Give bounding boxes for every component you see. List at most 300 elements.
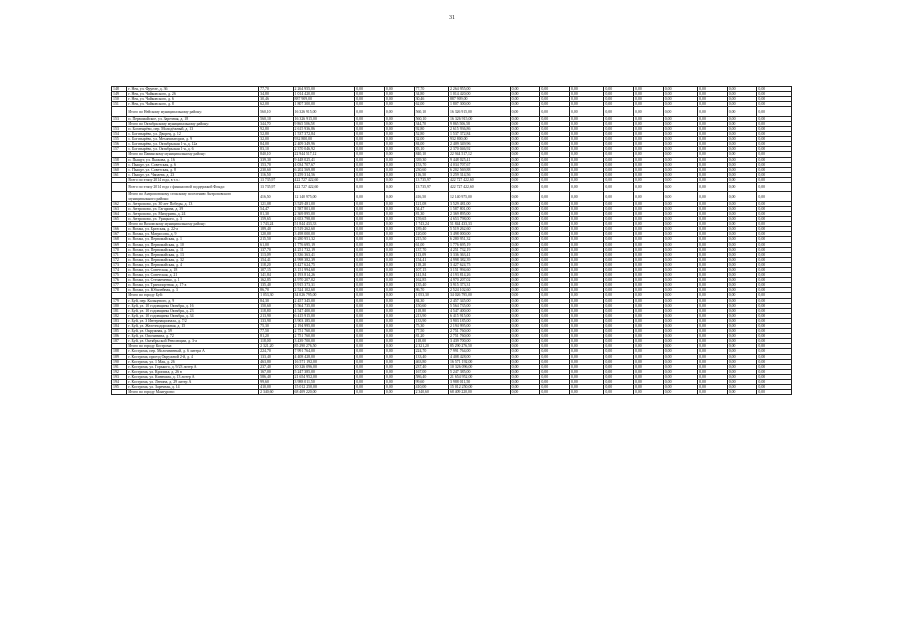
value-cell: 0,00 [355, 369, 385, 374]
value-cell: 0,00 [604, 293, 634, 298]
value-cell: 0,00 [604, 211, 634, 216]
value-cell: 0,00 [510, 252, 540, 257]
value-cell: 133,90 [414, 318, 448, 323]
value-cell: 0,00 [569, 380, 603, 385]
value-cell: 230,60 [259, 167, 293, 172]
value-cell: 0,00 [727, 116, 757, 121]
value-cell: 0,00 [540, 308, 570, 313]
value-cell: 0,00 [663, 324, 697, 329]
value-cell: 0,00 [355, 132, 385, 137]
value-cell: 0,00 [604, 324, 634, 329]
address-cell: п. Вохма, ул. Юбилейная, д. 3 [127, 288, 259, 293]
value-cell: 6 202 569,88 [293, 167, 355, 172]
value-cell: 0,00 [384, 157, 414, 162]
value-cell: 0,00 [634, 157, 664, 162]
value-cell: 0,00 [510, 237, 540, 242]
value-cell: 3 439 700,00 [293, 339, 355, 344]
value-cell: 0,00 [569, 283, 603, 288]
address-cell: п. Вохма, ул. Братская, д. 22-а [127, 227, 259, 232]
value-cell: 0,00 [569, 217, 603, 222]
row-number-cell: 171 [112, 252, 127, 257]
value-cell: 162,85 [414, 278, 448, 283]
value-cell: 0,00 [510, 390, 540, 395]
value-cell: 0,00 [510, 121, 540, 126]
value-cell: 0,00 [569, 273, 603, 278]
value-cell: 0,00 [510, 380, 540, 385]
value-cell: 0,00 [757, 126, 792, 131]
address-cell: г. Буй, ул. 3 Интернационала, д. 7/2 [127, 318, 259, 323]
value-cell: 422 727 422,60 [448, 177, 510, 182]
value-cell: 0,00 [757, 92, 792, 97]
value-cell: 0,00 [510, 182, 540, 191]
value-cell: 0,00 [727, 359, 757, 364]
value-cell: 0,00 [540, 283, 570, 288]
value-cell: 0,00 [540, 339, 570, 344]
value-cell: 0,00 [663, 232, 697, 237]
value-cell: 0,00 [540, 318, 570, 323]
address-cell: п. Вохма, ул. Транспортная, д. 17-а [127, 283, 259, 288]
subtotal-label-cell: Итого по городу Буй: [127, 293, 259, 298]
value-cell: 0,00 [384, 217, 414, 222]
value-cell: 0,00 [698, 222, 728, 227]
value-cell: 0,00 [569, 334, 603, 339]
value-cell: 0,00 [604, 157, 634, 162]
value-cell: 0,00 [355, 283, 385, 288]
value-cell: 0,00 [604, 257, 634, 262]
value-cell: 3 498 000,00 [448, 232, 510, 237]
value-cell: 0,00 [727, 102, 757, 107]
value-cell: 0,00 [355, 252, 385, 257]
value-cell: 0,00 [634, 339, 664, 344]
value-cell: 0,00 [604, 121, 634, 126]
value-cell: 0,00 [757, 227, 792, 232]
row-number-cell: 191 [112, 364, 127, 369]
value-cell: 137,70 [414, 247, 448, 252]
value-cell: 0,00 [698, 121, 728, 126]
value-cell: 0,00 [384, 237, 414, 242]
value-cell: 0,00 [569, 232, 603, 237]
value-cell: 3 903 185,00 [293, 318, 355, 323]
value-cell: 189,40 [259, 227, 293, 232]
value-cell: 0,00 [663, 252, 697, 257]
value-cell: 0,00 [604, 283, 634, 288]
row-number-cell: 160 [112, 167, 127, 172]
subtotal-row [112, 390, 792, 395]
value-cell: 0,00 [510, 278, 540, 283]
value-cell: 0,00 [604, 137, 634, 142]
value-cell: 0,00 [663, 152, 697, 157]
value-cell: 213,90 [259, 313, 293, 318]
value-cell: 0,00 [757, 162, 792, 167]
value-cell: 22 944 517,12 [448, 152, 510, 157]
value-cell: 0,00 [634, 192, 664, 201]
value-cell: 0,00 [604, 262, 634, 267]
value-cell: 0,00 [757, 87, 792, 92]
value-cell: 0,00 [663, 339, 697, 344]
value-cell: 0,00 [757, 324, 792, 329]
address-cell: п. Антропово, ул. Мичурина, д. 24 [127, 211, 259, 216]
value-cell: 9 448 025,41 [448, 157, 510, 162]
value-cell: 0,00 [540, 313, 570, 318]
value-cell: 1 053,30 [259, 293, 293, 298]
value-cell: 6 415 915,00 [448, 313, 510, 318]
value-cell: 0,00 [569, 262, 603, 267]
value-cell: 0,00 [540, 102, 570, 107]
value-cell: 0,00 [757, 273, 792, 278]
value-cell: 0,00 [569, 102, 603, 107]
value-cell: 0,00 [663, 354, 697, 359]
value-cell: 0,00 [384, 242, 414, 247]
value-cell: 0,00 [540, 257, 570, 262]
value-cell: 560,10 [414, 116, 448, 121]
value-cell: 0,00 [634, 359, 664, 364]
value-cell: 0,00 [698, 278, 728, 283]
value-cell: 0,00 [698, 201, 728, 206]
value-cell: 0,00 [540, 177, 570, 182]
value-cell: 118,20 [414, 262, 448, 267]
value-cell: 137,70 [259, 247, 293, 252]
value-cell: 99,60 [259, 380, 293, 385]
value-cell: 0,00 [727, 262, 757, 267]
value-cell: 0,00 [540, 247, 570, 252]
value-cell: 153,70 [259, 162, 293, 167]
value-cell: 84,00 [259, 142, 293, 147]
value-cell: 0,00 [698, 206, 728, 211]
value-cell: 0,00 [540, 288, 570, 293]
row-number-cell [112, 182, 127, 191]
value-cell: 61,00 [259, 242, 293, 247]
value-cell: 2 457 345,00 [293, 298, 355, 303]
address-cell: г. Буй, ул. Окружная, д. 59 [127, 329, 259, 334]
value-cell: 0,00 [727, 324, 757, 329]
value-cell: 0,00 [663, 126, 697, 131]
value-cell: 0,00 [355, 147, 385, 152]
value-cell: 0,00 [727, 329, 757, 334]
value-cell: 0,00 [355, 364, 385, 369]
value-cell: 0,00 [569, 121, 603, 126]
subtotal-label-cell: Всего по этапу 2014 года, в т.ч.: [127, 177, 259, 182]
row-number-cell: 185 [112, 329, 127, 334]
value-cell: 0,00 [634, 242, 664, 247]
value-cell: 0,00 [757, 369, 792, 374]
value-cell: 0,00 [698, 273, 728, 278]
value-cell: 52,80 [414, 132, 448, 137]
value-cell: 0,00 [384, 252, 414, 257]
value-cell: 0,00 [355, 201, 385, 206]
value-cell: 0,00 [384, 288, 414, 293]
value-cell: 3 259 314,56 [293, 172, 355, 177]
value-cell: 0,00 [663, 222, 697, 227]
value-cell: 0,00 [384, 121, 414, 126]
value-cell: 0,00 [663, 192, 697, 201]
value-cell: 0,00 [569, 374, 603, 379]
value-cell: 0,00 [634, 349, 664, 354]
value-cell: 0,00 [384, 390, 414, 395]
value-cell: 0,00 [604, 308, 634, 313]
value-cell: 0,00 [757, 167, 792, 172]
value-cell: 0,00 [757, 359, 792, 364]
value-cell: 0,00 [355, 152, 385, 157]
value-cell: 0,00 [510, 364, 540, 369]
value-cell: 0,00 [384, 247, 414, 252]
value-cell: 0,00 [604, 182, 634, 191]
subtotal-label-cell: Итого по городу Кострома: [127, 344, 259, 349]
value-cell: 16 571 192,00 [293, 359, 355, 364]
row-number-cell: 161 [112, 172, 127, 177]
address-cell: п. Антропово, ул. Урицкого, д. 3 [127, 217, 259, 222]
value-cell: 0,00 [727, 177, 757, 182]
value-cell: 0,00 [540, 132, 570, 137]
value-cell: 0,00 [355, 273, 385, 278]
value-cell: 0,00 [384, 318, 414, 323]
row-number-cell: 177 [112, 283, 127, 288]
value-cell: 3 427 624,75 [293, 262, 355, 267]
value-cell: 0,00 [569, 152, 603, 157]
value-cell: 0,00 [384, 142, 414, 147]
row-number-cell: 149 [112, 92, 127, 97]
value-cell: 0,00 [540, 293, 570, 298]
value-cell: 3 988 011,50 [448, 380, 510, 385]
value-cell: 0,00 [634, 102, 664, 107]
value-cell: 0,00 [569, 87, 603, 92]
row-number-cell: 170 [112, 247, 127, 252]
value-cell: 0,00 [757, 354, 792, 359]
value-cell: 0,00 [540, 349, 570, 354]
value-cell: 121,08 [259, 201, 293, 206]
value-cell: 0,00 [727, 182, 757, 191]
subtotal-row [112, 192, 792, 201]
row-number-cell: 172 [112, 257, 127, 262]
value-cell: 0,00 [604, 227, 634, 232]
value-cell: 0,00 [604, 217, 634, 222]
value-cell: 215,50 [414, 237, 448, 242]
value-cell: 0,00 [569, 227, 603, 232]
value-cell: 0,00 [355, 303, 385, 308]
row-number-cell: 174 [112, 267, 127, 272]
value-cell: 0,00 [355, 385, 385, 390]
row-number-cell: 194 [112, 380, 127, 385]
value-cell: 0,00 [604, 288, 634, 293]
value-cell: 167,00 [259, 369, 293, 374]
value-cell: 0,00 [757, 252, 792, 257]
value-cell: 0,00 [510, 206, 540, 211]
value-cell: 0,00 [698, 298, 728, 303]
value-cell: 0,00 [384, 293, 414, 298]
value-cell: 0,00 [355, 182, 385, 191]
value-cell: 61,00 [414, 242, 448, 247]
value-cell: 75,30 [414, 324, 448, 329]
value-cell: 0,00 [663, 217, 697, 222]
value-cell: 0,00 [757, 102, 792, 107]
value-cell: 0,00 [569, 162, 603, 167]
value-cell: 0,00 [663, 92, 697, 97]
value-cell: 4 193 814,26 [293, 273, 355, 278]
value-cell: 0,00 [355, 192, 385, 201]
value-cell: 0,00 [355, 97, 385, 102]
value-cell: 81,20 [414, 334, 448, 339]
value-cell: 34 026 795,00 [293, 293, 355, 298]
value-cell: 0,00 [698, 92, 728, 97]
value-cell: 0,00 [757, 293, 792, 298]
value-cell: 0,00 [604, 132, 634, 137]
value-cell: 2 409 349,96 [293, 142, 355, 147]
value-cell: 2 340,60 [414, 390, 448, 395]
address-cell: с. Пыщуг, ул. Чапаева, д. 23 [127, 172, 259, 177]
value-cell: 7 991 764,00 [448, 349, 510, 354]
address-cell: п. Вохма, ул. Первомайская, д. 10 [127, 242, 259, 247]
value-cell: 0,00 [698, 262, 728, 267]
address-cell: п. Вохма, ул. Советская, д. 18 [127, 267, 259, 272]
value-cell: 0,00 [698, 242, 728, 247]
value-cell: 153,70 [414, 162, 448, 167]
value-cell: 0,00 [757, 142, 792, 147]
value-cell: 0,00 [384, 126, 414, 131]
value-cell: 0,00 [569, 252, 603, 257]
value-cell: 5 519 262,60 [293, 227, 355, 232]
value-cell: 0,00 [604, 267, 634, 272]
row-number-cell: 151 [112, 102, 127, 107]
value-cell: 0,00 [634, 87, 664, 92]
value-cell: 0,00 [510, 313, 540, 318]
value-cell: 0,00 [604, 192, 634, 201]
value-cell: 463,80 [414, 359, 448, 364]
value-cell: 21 654 952,00 [448, 374, 510, 379]
address-cell: г. Нея, ул. Чайковского, д. 8 [127, 102, 259, 107]
value-cell: 0,00 [698, 324, 728, 329]
value-cell: 0,00 [757, 380, 792, 385]
row-number-cell: 186 [112, 334, 127, 339]
value-cell: 2 751 760,00 [293, 329, 355, 334]
value-cell: 0,00 [604, 142, 634, 147]
value-cell: 2 370 046,92 [293, 147, 355, 152]
value-cell: 0,00 [540, 97, 570, 102]
value-cell: 0,00 [384, 267, 414, 272]
value-cell: 0,00 [384, 222, 414, 227]
value-cell: 34,80 [259, 92, 293, 97]
row-number-cell: 158 [112, 157, 127, 162]
value-cell: 0,00 [727, 278, 757, 283]
value-cell: 0,00 [569, 201, 603, 206]
value-cell: 0,00 [663, 359, 697, 364]
row-number-cell: 188 [112, 349, 127, 354]
value-cell: 0,00 [569, 267, 603, 272]
value-cell: 0,00 [727, 206, 757, 211]
value-cell: 0,00 [384, 87, 414, 92]
value-cell: 0,00 [510, 137, 540, 142]
value-cell: 141,84 [414, 273, 448, 278]
value-cell: 0,00 [727, 374, 757, 379]
value-cell: 0,00 [698, 162, 728, 167]
value-cell: 0,00 [634, 267, 664, 272]
value-cell: 0,00 [663, 329, 697, 334]
value-cell: 0,00 [540, 237, 570, 242]
value-cell: 0,00 [663, 97, 697, 102]
value-cell: 0,00 [384, 232, 414, 237]
value-cell: 0,00 [757, 172, 792, 177]
value-cell: 0,00 [727, 273, 757, 278]
value-cell: 16 326 915,00 [448, 107, 510, 116]
value-cell: 0,00 [757, 222, 792, 227]
value-cell: 0,00 [384, 313, 414, 318]
value-cell: 4 998 382,39 [448, 257, 510, 262]
value-cell: 0,00 [634, 273, 664, 278]
value-cell: 0,00 [510, 201, 540, 206]
value-cell: 159,65 [414, 217, 448, 222]
value-cell: 0,00 [698, 157, 728, 162]
value-cell: 0,00 [355, 92, 385, 97]
value-cell: 120,00 [414, 232, 448, 237]
value-cell: 0,00 [604, 247, 634, 252]
value-cell: 0,00 [510, 132, 540, 137]
row-number-cell: 182 [112, 313, 127, 318]
value-cell: 0,00 [727, 385, 757, 390]
value-cell: 0,00 [540, 390, 570, 395]
value-cell: 0,00 [569, 324, 603, 329]
value-cell: 0,00 [384, 227, 414, 232]
value-cell: 0,00 [569, 107, 603, 116]
value-cell: 0,00 [569, 303, 603, 308]
value-cell: 0,00 [355, 87, 385, 92]
row-number-cell: 180 [112, 303, 127, 308]
value-cell: 0,00 [698, 211, 728, 216]
value-cell: 0,00 [510, 157, 540, 162]
value-cell: 1 537 372,84 [448, 132, 510, 137]
value-cell: 30,46 [414, 97, 448, 102]
value-cell: 0,00 [604, 116, 634, 121]
value-cell: 0,00 [757, 237, 792, 242]
value-cell: 0,00 [384, 182, 414, 191]
address-cell: п. Вохма, ул. Первомайская, д. 4 [127, 262, 259, 267]
row-number-cell: 155 [112, 137, 127, 142]
value-cell: 3 529 481,00 [293, 201, 355, 206]
value-cell: 0,00 [510, 293, 540, 298]
row-number-cell: 166 [112, 227, 127, 232]
address-cell: п. Вохма, ул. Первомайская, д. 1 [127, 237, 259, 242]
value-cell: 0,00 [757, 107, 792, 116]
value-cell: 0,00 [604, 162, 634, 167]
value-cell: 410,00 [259, 385, 293, 390]
value-cell: 3 915 373,31 [293, 283, 355, 288]
value-cell: 77,50 [414, 329, 448, 334]
value-cell: 840,10 [414, 152, 448, 157]
address-cell: с. Пыщуг, ул. Советская, д. 6 [127, 162, 259, 167]
subtotal-label-cell: Итого по Октябрьскому муниципальному району: [127, 121, 259, 126]
value-cell: 0,00 [355, 257, 385, 262]
value-cell: 0,00 [355, 211, 385, 216]
value-cell: 0,00 [634, 390, 664, 395]
value-cell: 16 326 915,00 [293, 107, 355, 116]
value-cell: 0,00 [355, 116, 385, 121]
value-cell: 0,00 [663, 102, 697, 107]
value-cell: 54,47 [259, 206, 293, 211]
value-cell: 0,00 [355, 142, 385, 147]
value-cell: 2 340,60 [259, 390, 293, 395]
value-cell: 0,00 [634, 237, 664, 242]
value-cell: 0,00 [510, 273, 540, 278]
address-cell: г. Буй, ул. Железнодорожная, д. 15 [127, 324, 259, 329]
value-cell: 22 944 517,12 [293, 152, 355, 157]
value-cell: 4 408 428,00 [293, 354, 355, 359]
address-cell: г. Нея, ул. Фрунзе, д. 36 [127, 87, 259, 92]
value-cell: 0,00 [698, 237, 728, 242]
value-cell: 0,00 [663, 273, 697, 278]
value-cell: 0,00 [510, 172, 540, 177]
value-cell: 0,00 [757, 283, 792, 288]
value-cell: 0,00 [698, 334, 728, 339]
value-cell: 0,00 [604, 147, 634, 152]
value-cell: 0,00 [384, 137, 414, 142]
value-cell: 6 202 569,88 [448, 167, 510, 172]
